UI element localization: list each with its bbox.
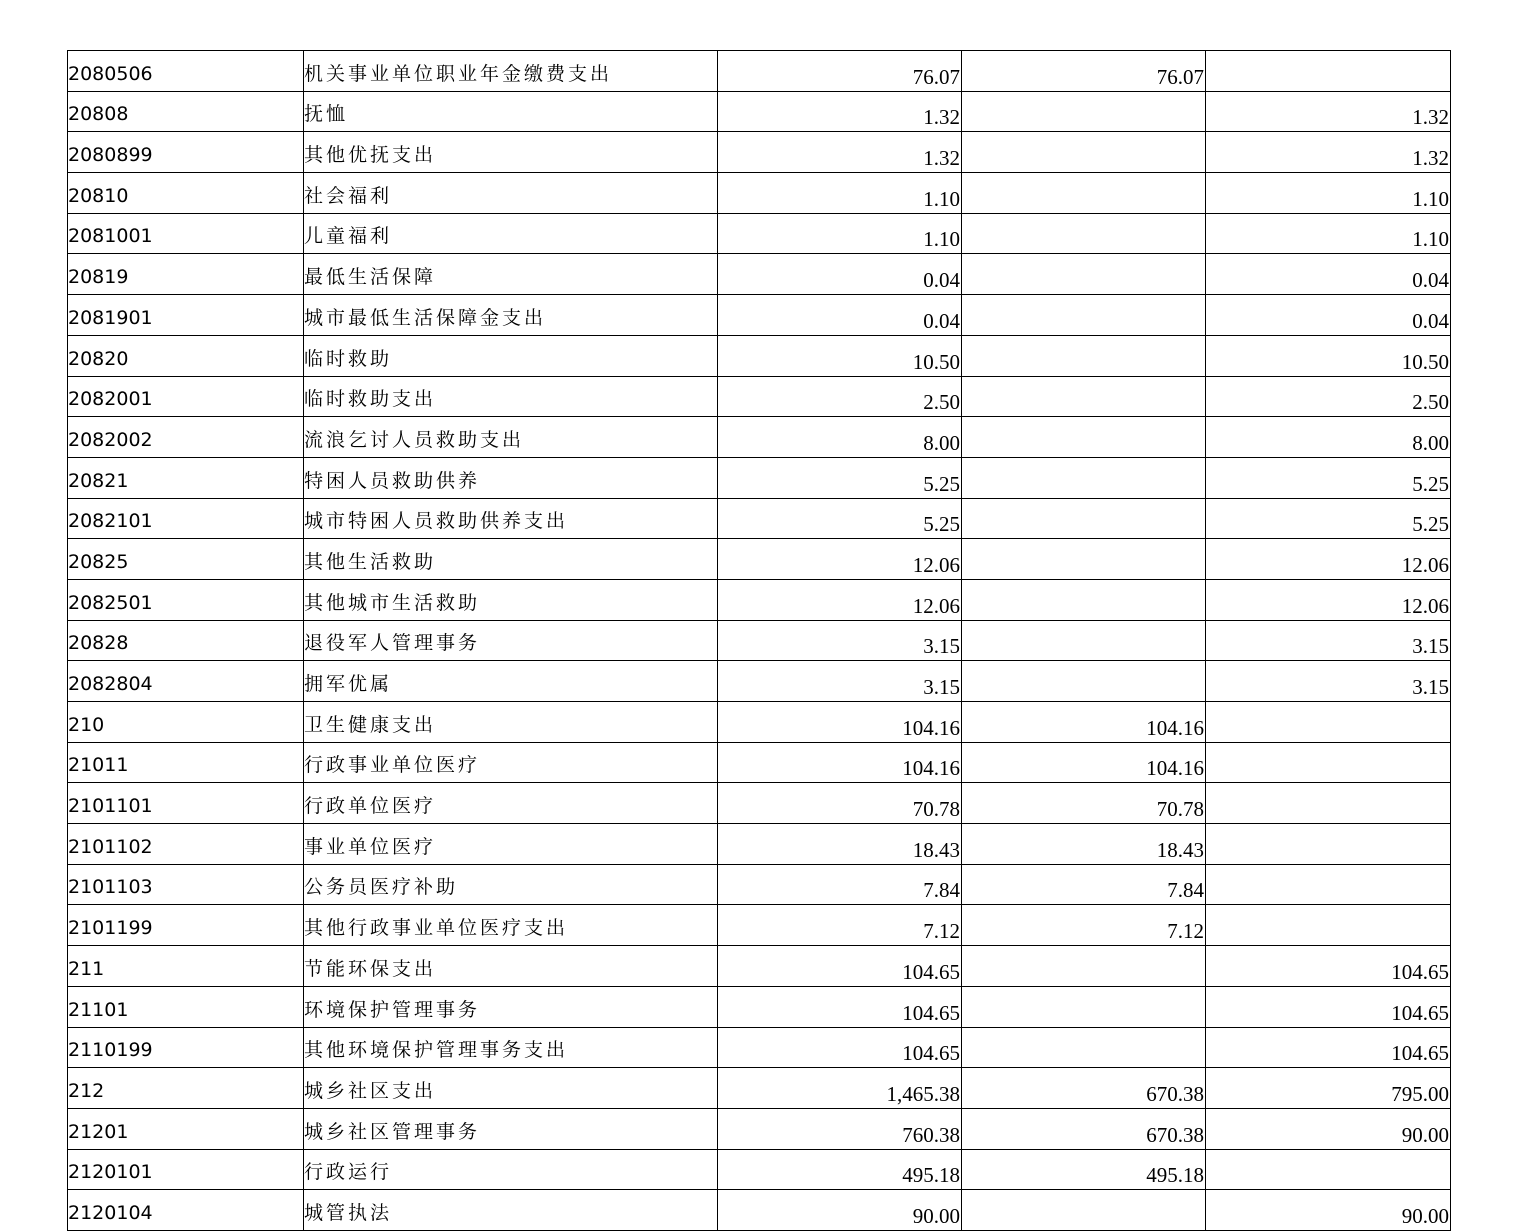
subject-name-cell: 抚恤 xyxy=(304,91,718,132)
subject-code-cell: 2080899 xyxy=(68,132,304,173)
subject-code-cell: 21011 xyxy=(68,742,304,783)
basic-expenditure-cell xyxy=(962,498,1206,539)
subject-name-cell: 行政运行 xyxy=(304,1149,718,1190)
project-expenditure-cell: 12.06 xyxy=(1206,539,1451,580)
total-amount-cell: 7.84 xyxy=(718,864,962,905)
basic-expenditure-cell: 104.16 xyxy=(962,702,1206,743)
project-expenditure-cell: 104.65 xyxy=(1206,1027,1451,1068)
total-amount-cell: 3.15 xyxy=(718,620,962,661)
subject-code-cell: 2082501 xyxy=(68,579,304,620)
total-amount-cell: 70.78 xyxy=(718,783,962,824)
subject-name-cell: 机关事业单位职业年金缴费支出 xyxy=(304,51,718,92)
basic-expenditure-cell xyxy=(962,213,1206,254)
subject-name-cell: 城市特困人员救助供养支出 xyxy=(304,498,718,539)
project-expenditure-cell: 3.15 xyxy=(1206,620,1451,661)
project-expenditure-cell xyxy=(1206,824,1451,865)
subject-name-cell: 拥军优属 xyxy=(304,661,718,702)
basic-expenditure-cell xyxy=(962,620,1206,661)
project-expenditure-cell: 104.65 xyxy=(1206,986,1451,1027)
subject-name-cell: 特困人员救助供养 xyxy=(304,457,718,498)
subject-code-cell: 2082002 xyxy=(68,417,304,458)
total-amount-cell: 1.10 xyxy=(718,213,962,254)
subject-code-cell: 2101101 xyxy=(68,783,304,824)
table-row xyxy=(68,864,1451,905)
project-expenditure-cell: 12.06 xyxy=(1206,579,1451,620)
table-row xyxy=(68,579,1451,620)
subject-name-cell: 城管执法 xyxy=(304,1190,718,1231)
subject-code-cell: 2082101 xyxy=(68,498,304,539)
total-amount-cell: 1.32 xyxy=(718,132,962,173)
project-expenditure-cell: 0.04 xyxy=(1206,254,1451,295)
basic-expenditure-cell xyxy=(962,1027,1206,1068)
table-row xyxy=(68,213,1451,254)
total-amount-cell: 0.04 xyxy=(718,254,962,295)
table-row xyxy=(68,335,1451,376)
total-amount-cell: 76.07 xyxy=(718,51,962,92)
basic-expenditure-cell xyxy=(962,457,1206,498)
project-expenditure-cell: 1.32 xyxy=(1206,91,1451,132)
subject-code-cell: 2101102 xyxy=(68,824,304,865)
table-row xyxy=(68,173,1451,214)
project-expenditure-cell: 10.50 xyxy=(1206,335,1451,376)
subject-name-cell: 临时救助 xyxy=(304,335,718,376)
subject-name-cell: 流浪乞讨人员救助支出 xyxy=(304,417,718,458)
subject-code-cell: 20821 xyxy=(68,457,304,498)
total-amount-cell: 18.43 xyxy=(718,824,962,865)
subject-name-cell: 其他生活救助 xyxy=(304,539,718,580)
project-expenditure-cell xyxy=(1206,864,1451,905)
project-expenditure-cell: 1.32 xyxy=(1206,132,1451,173)
subject-code-cell: 2080506 xyxy=(68,51,304,92)
basic-expenditure-cell: 7.84 xyxy=(962,864,1206,905)
subject-name-cell: 卫生健康支出 xyxy=(304,702,718,743)
table-row xyxy=(68,1190,1451,1231)
table-row xyxy=(68,946,1451,987)
basic-expenditure-cell: 104.16 xyxy=(962,742,1206,783)
basic-expenditure-cell: 495.18 xyxy=(962,1149,1206,1190)
basic-expenditure-cell xyxy=(962,295,1206,336)
total-amount-cell: 90.00 xyxy=(718,1190,962,1231)
table-row xyxy=(68,661,1451,702)
total-amount-cell: 104.16 xyxy=(718,742,962,783)
subject-code-cell: 20819 xyxy=(68,254,304,295)
subject-code-cell: 20808 xyxy=(68,91,304,132)
total-amount-cell: 12.06 xyxy=(718,539,962,580)
subject-name-cell: 临时救助支出 xyxy=(304,376,718,417)
subject-code-cell: 20828 xyxy=(68,620,304,661)
total-amount-cell: 3.15 xyxy=(718,661,962,702)
total-amount-cell: 0.04 xyxy=(718,295,962,336)
total-amount-cell: 104.65 xyxy=(718,1027,962,1068)
basic-expenditure-cell xyxy=(962,91,1206,132)
table-row xyxy=(68,986,1451,1027)
subject-name-cell: 环境保护管理事务 xyxy=(304,986,718,1027)
project-expenditure-cell: 90.00 xyxy=(1206,1190,1451,1231)
table-row xyxy=(68,783,1451,824)
project-expenditure-cell: 5.25 xyxy=(1206,457,1451,498)
project-expenditure-cell: 5.25 xyxy=(1206,498,1451,539)
total-amount-cell: 1,465.38 xyxy=(718,1068,962,1109)
subject-code-cell: 2101199 xyxy=(68,905,304,946)
project-expenditure-cell: 3.15 xyxy=(1206,661,1451,702)
project-expenditure-cell: 0.04 xyxy=(1206,295,1451,336)
table-row xyxy=(68,254,1451,295)
basic-expenditure-cell xyxy=(962,132,1206,173)
total-amount-cell: 760.38 xyxy=(718,1108,962,1149)
project-expenditure-cell xyxy=(1206,783,1451,824)
subject-code-cell: 2082804 xyxy=(68,661,304,702)
table-row xyxy=(68,905,1451,946)
subject-name-cell: 事业单位医疗 xyxy=(304,824,718,865)
total-amount-cell: 1.10 xyxy=(718,173,962,214)
total-amount-cell: 8.00 xyxy=(718,417,962,458)
table-row xyxy=(68,295,1451,336)
project-expenditure-cell: 8.00 xyxy=(1206,417,1451,458)
basic-expenditure-cell: 18.43 xyxy=(962,824,1206,865)
project-expenditure-cell xyxy=(1206,905,1451,946)
table-row xyxy=(68,91,1451,132)
basic-expenditure-cell xyxy=(962,417,1206,458)
basic-expenditure-cell: 76.07 xyxy=(962,51,1206,92)
total-amount-cell: 12.06 xyxy=(718,579,962,620)
subject-code-cell: 211 xyxy=(68,946,304,987)
table-row xyxy=(68,457,1451,498)
table-row xyxy=(68,1149,1451,1190)
total-amount-cell: 5.25 xyxy=(718,498,962,539)
basic-expenditure-cell xyxy=(962,376,1206,417)
subject-name-cell: 社会福利 xyxy=(304,173,718,214)
subject-name-cell: 其他行政事业单位医疗支出 xyxy=(304,905,718,946)
table-row xyxy=(68,742,1451,783)
basic-expenditure-cell xyxy=(962,986,1206,1027)
table-row xyxy=(68,1027,1451,1068)
table-row xyxy=(68,1108,1451,1149)
total-amount-cell: 1.32 xyxy=(718,91,962,132)
basic-expenditure-cell: 670.38 xyxy=(962,1108,1206,1149)
table-row xyxy=(68,132,1451,173)
basic-expenditure-cell xyxy=(962,539,1206,580)
table-row xyxy=(68,376,1451,417)
table-row xyxy=(68,539,1451,580)
basic-expenditure-cell xyxy=(962,579,1206,620)
subject-name-cell: 城乡社区支出 xyxy=(304,1068,718,1109)
subject-code-cell: 212 xyxy=(68,1068,304,1109)
total-amount-cell: 2.50 xyxy=(718,376,962,417)
total-amount-cell: 104.65 xyxy=(718,986,962,1027)
subject-name-cell: 其他城市生活救助 xyxy=(304,579,718,620)
total-amount-cell: 495.18 xyxy=(718,1149,962,1190)
project-expenditure-cell xyxy=(1206,742,1451,783)
subject-code-cell: 20825 xyxy=(68,539,304,580)
subject-code-cell: 2082001 xyxy=(68,376,304,417)
total-amount-cell: 5.25 xyxy=(718,457,962,498)
basic-expenditure-cell xyxy=(962,335,1206,376)
subject-code-cell: 2110199 xyxy=(68,1027,304,1068)
project-expenditure-cell: 2.50 xyxy=(1206,376,1451,417)
project-expenditure-cell: 1.10 xyxy=(1206,173,1451,214)
subject-name-cell: 城市最低生活保障金支出 xyxy=(304,295,718,336)
subject-name-cell: 其他优抚支出 xyxy=(304,132,718,173)
subject-name-cell: 公务员医疗补助 xyxy=(304,864,718,905)
basic-expenditure-cell xyxy=(962,1190,1206,1231)
subject-name-cell: 城乡社区管理事务 xyxy=(304,1108,718,1149)
subject-name-cell: 儿童福利 xyxy=(304,213,718,254)
basic-expenditure-cell xyxy=(962,661,1206,702)
subject-name-cell: 最低生活保障 xyxy=(304,254,718,295)
basic-expenditure-cell: 670.38 xyxy=(962,1068,1206,1109)
table-row xyxy=(68,51,1451,92)
basic-expenditure-cell: 7.12 xyxy=(962,905,1206,946)
subject-name-cell: 退役军人管理事务 xyxy=(304,620,718,661)
table-row xyxy=(68,702,1451,743)
subject-name-cell: 其他环境保护管理事务支出 xyxy=(304,1027,718,1068)
project-expenditure-cell xyxy=(1206,1149,1451,1190)
table-row xyxy=(68,498,1451,539)
subject-code-cell: 2120101 xyxy=(68,1149,304,1190)
subject-code-cell: 2101103 xyxy=(68,864,304,905)
subject-code-cell: 21201 xyxy=(68,1108,304,1149)
project-expenditure-cell: 104.65 xyxy=(1206,946,1451,987)
subject-code-cell: 21101 xyxy=(68,986,304,1027)
subject-name-cell: 节能环保支出 xyxy=(304,946,718,987)
table-body xyxy=(68,51,1451,1231)
total-amount-cell: 104.65 xyxy=(718,946,962,987)
subject-code-cell: 2081001 xyxy=(68,213,304,254)
basic-expenditure-cell: 70.78 xyxy=(962,783,1206,824)
subject-code-cell: 20820 xyxy=(68,335,304,376)
table-row xyxy=(68,417,1451,458)
total-amount-cell: 7.12 xyxy=(718,905,962,946)
project-expenditure-cell: 1.10 xyxy=(1206,213,1451,254)
project-expenditure-cell: 795.00 xyxy=(1206,1068,1451,1109)
basic-expenditure-cell xyxy=(962,254,1206,295)
table-row xyxy=(68,824,1451,865)
subject-name-cell: 行政事业单位医疗 xyxy=(304,742,718,783)
subject-code-cell: 20810 xyxy=(68,173,304,214)
project-expenditure-cell xyxy=(1206,51,1451,92)
subject-code-cell: 2081901 xyxy=(68,295,304,336)
subject-name-cell: 行政单位医疗 xyxy=(304,783,718,824)
subject-code-cell: 2120104 xyxy=(68,1190,304,1231)
total-amount-cell: 104.16 xyxy=(718,702,962,743)
basic-expenditure-cell xyxy=(962,173,1206,214)
basic-expenditure-cell xyxy=(962,946,1206,987)
project-expenditure-cell xyxy=(1206,702,1451,743)
total-amount-cell: 10.50 xyxy=(718,335,962,376)
project-expenditure-cell: 90.00 xyxy=(1206,1108,1451,1149)
subject-code-cell: 210 xyxy=(68,702,304,743)
table-row xyxy=(68,620,1451,661)
budget-expenditure-table xyxy=(67,50,1451,1231)
